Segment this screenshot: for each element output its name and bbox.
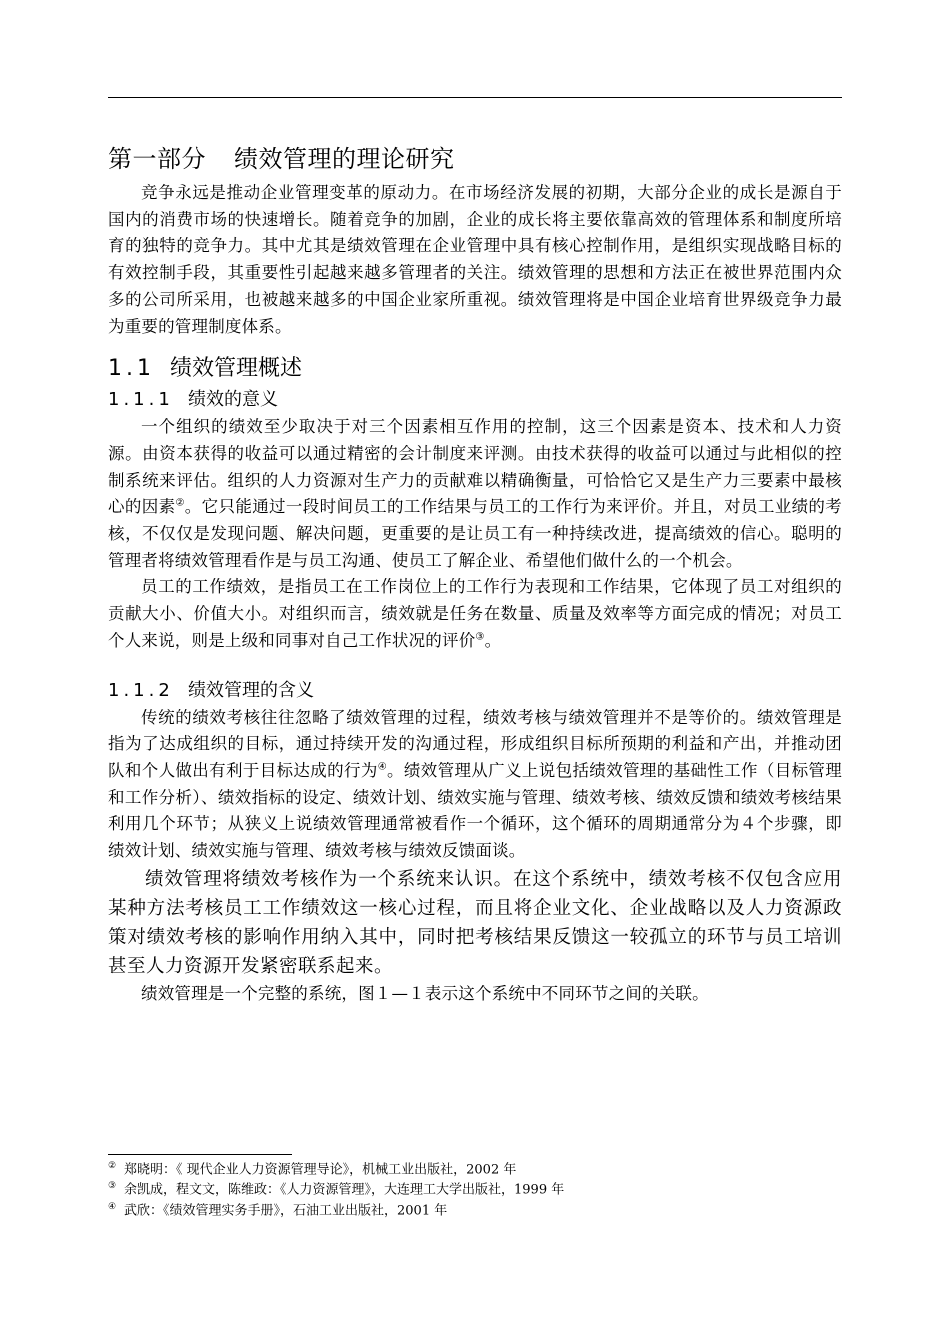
part-title-text: 绩效管理的理论研究: [234, 145, 455, 173]
paragraph: 一个组织的绩效至少取决于对三个因素相互作用的控制，这三个因素是资本、技术和人力资源。由资本获得的收益可以通过精密的会计制度来评测。由技术获得的收益可以通过与此相似的控制系统来评估。组织的人力资源对生产力的贡献难以精确衡量，可恰恰它又是生产力三要素中最核心的因素②。它只能通过一段时间员工的工作结果与员工的工作行为来评价。并且，对员工业绩的考核，不仅仅是发现问题、解决问题，更重要的是让员工有一种持续改进，提高绩效的信心。聪明的管理者将绩效管理看作是与员工沟通、使员工了解企业、希望他们做什么的一个机会。: [108, 417, 842, 570]
footnote-text: 余凯成，程文文，陈维政：《人力资源管理》，大连理工大学出版社，1999 年: [124, 1182, 565, 1198]
section-number: 1.1.2: [108, 679, 174, 701]
footnote-ref[interactable]: ②: [175, 497, 185, 509]
section-title: 绩效管理的含义: [188, 679, 314, 701]
footnote-text: 郑晓明：《 现代企业人力资源管理导论》，机械工业出版社，2002 年: [124, 1162, 517, 1178]
footnote-text: 武欣：《绩效管理实务手册》，石油工业出版社，2001 年: [124, 1202, 448, 1218]
footnotes: [108, 1154, 842, 1219]
paragraph: 员工的工作绩效，是指员工在工作岗位上的工作行为表现和工作结果，它体现了员工对组织的贡献大小、价值大小。对组织而言，绩效就是任务在数量、质量及效率等方面完成的情况；对员工个人来说，则是上级和同事对自己工作状况的评价③。: [108, 577, 842, 650]
section-heading-1-1-2: [108, 677, 842, 705]
part-title: [108, 138, 842, 180]
paragraph: 传统的绩效考核往往忽略了绩效管理的过程，绩效考核与绩效管理并不是等价的。绩效管理是指为了达成组织的目标，通过持续开发的沟通过程，形成组织目标所预期的利益和产出，并推动团队和个人做出有利于目标达成的行为④。绩效管理从广义上说包括绩效管理的基础性工作（目标管理和工作分析）、绩效指标的设定、绩效计划、绩效实施与管理、绩效考核、绩效反馈和绩效考核结果利用几个环节；从狭义上说绩效管理通常被看作一个循环，这个循环的周期通常分为４个步骤，即绩效计划、绩效实施与管理、绩效考核与绩效反馈面谈。: [108, 707, 842, 861]
section-heading-1-1: [108, 352, 842, 386]
header-rule: [108, 97, 842, 98]
footnote: [108, 1199, 842, 1219]
intro-paragraph: 竞争永远是推动企业管理变革的原动力。在市场经济发展的初期，大部分企业的成长是源自于国内的消费市场的快速增长。随着竞争的加剧，企业的成长将主要依靠高效的管理体系和制度所培育的独特的竞争力。其中尤其是绩效管理在企业管理中具有核心控制作用，是组织实现战略目标的有效控制手段，其重要性引起越来越多管理者的关注。绩效管理的思想和方法正在被世界范围内众多的公司所采用，也被越来越多的中国企业家所重视。绩效管理将是中国企业培育世界级竞争力最为重要的管理制度体系。: [108, 183, 842, 336]
footnote: [108, 1178, 842, 1198]
footnote-mark: ④: [108, 1201, 117, 1212]
section-title: 绩效管理概述: [170, 356, 303, 382]
section-number: 1.1.1: [108, 389, 174, 411]
section-number: 1.1: [108, 356, 155, 382]
paragraph: 绩效管理是一个完整的系统，图１—１表示这个系统中不同环节之间的关联。: [141, 983, 709, 1003]
footnote: [108, 1158, 842, 1178]
footnote-ref[interactable]: ③: [475, 631, 485, 643]
footnote-rule: [108, 1154, 292, 1155]
part-label: 第一部分: [108, 145, 206, 173]
page-body: [108, 138, 842, 1007]
section-heading-1-1-1: [108, 386, 842, 414]
paragraph: 绩效管理将绩效考核作为一个系统来认识。在这个系统中，绩效考核不仅包含应用某种方法考核员工工作绩效这一核心过程，而且将企业文化、企业战略以及人力资源政策对绩效考核的影响作用纳入其中，同时把考核结果反馈这一较孤立的环节与员工培训甚至人力资源开发紧密联系起来。: [108, 868, 842, 977]
section-title: 绩效的意义: [188, 389, 278, 411]
footnote-ref[interactable]: ④: [377, 761, 388, 773]
footnote-mark: ②: [108, 1161, 117, 1171]
footnote-mark: ③: [108, 1181, 117, 1192]
